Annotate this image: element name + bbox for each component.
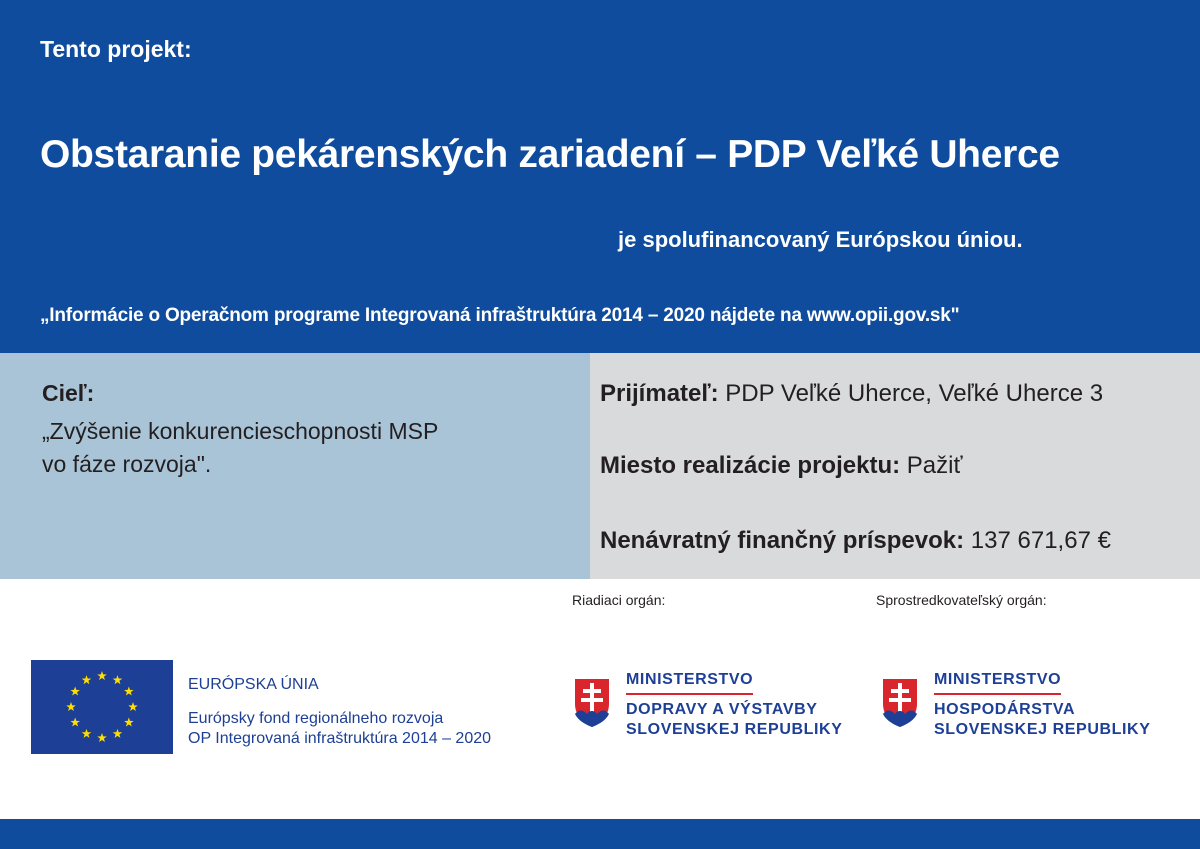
goal-panel [0, 353, 590, 579]
managing-authority-label: Riadiaci orgán: [572, 592, 666, 608]
ministry-transport-title: MINISTERSTVO [626, 670, 753, 695]
eu-fund: Európsky fond regionálneho rozvoja [188, 710, 444, 727]
recipient-label: Prijímateľ: [600, 380, 719, 407]
project-title: Obstaranie pekárenských zariadení – PDP Veľké Uherce [40, 133, 1060, 176]
slovak-coat-of-arms-icon [878, 674, 922, 732]
eu-star-icon [124, 718, 134, 727]
eu-star-icon [124, 687, 134, 696]
eu-logo-text [188, 675, 491, 749]
location-row [600, 452, 962, 480]
footer-bar [0, 819, 1200, 849]
goal-text [42, 415, 562, 481]
goal-line-1: „Zvýšenie konkurencieschopnosti MSP [42, 418, 439, 444]
ministry-economy-line-2: SLOVENSKEJ REPUBLIKY [934, 721, 1151, 738]
ministry-transport-text [626, 670, 842, 740]
programme-info-text: „Informácie o Operačnom programe Integrovaná infraštruktúra 2014 – 2020 nájdete na www.opii.gov.sk" [40, 305, 960, 326]
ministry-transport-line-2: SLOVENSKEJ REPUBLIKY [626, 721, 843, 738]
intermediate-body-label: Sprostredkovateľský orgán: [876, 592, 1047, 608]
eu-star-icon [70, 718, 80, 727]
eu-star-icon [82, 729, 92, 738]
slovak-coat-of-arms-icon [570, 674, 614, 732]
intro-text: Tento projekt: [40, 36, 192, 62]
grant-label: Nenávratný finančný príspevok: [600, 527, 965, 554]
eu-star-icon [97, 733, 107, 742]
eu-star-icon [97, 671, 107, 680]
eu-star-icon [113, 675, 123, 684]
project-details-panel [590, 353, 1200, 579]
location-label: Miesto realizácie projektu: [600, 452, 901, 479]
goal-line-2: vo fáze rozvoja". [42, 451, 212, 477]
ministry-economy-title: MINISTERSTVO [934, 670, 1061, 695]
eu-star-icon [70, 687, 80, 696]
header-band [0, 0, 1200, 353]
ministry-economy-line-1: HOSPODÁRSTVA [934, 701, 1076, 718]
recipient-value: PDP Veľké Uherce, Veľké Uherce 3 [725, 380, 1104, 407]
ministry-economy-text [934, 670, 1150, 740]
eu-star-icon [128, 702, 138, 711]
recipient-row [600, 380, 1103, 408]
eu-star-icon [82, 675, 92, 684]
grant-row [600, 527, 1111, 555]
eu-programme: OP Integrovaná infraštruktúra 2014 – 2020 [188, 730, 492, 747]
cofinanced-text: je spolufinancovaný Európskou úniou. [618, 227, 1023, 252]
location-value: Pažiť [906, 452, 963, 479]
eu-flag-icon [31, 660, 173, 754]
ministry-transport-line-1: DOPRAVY A VÝSTAVBY [626, 701, 818, 718]
goal-label: Cieľ: [42, 380, 95, 406]
eu-star-icon [66, 702, 76, 711]
eu-name: EURÓPSKA ÚNIA [188, 676, 319, 693]
grant-value: 137 671,67 € [970, 527, 1111, 554]
eu-star-icon [113, 729, 123, 738]
